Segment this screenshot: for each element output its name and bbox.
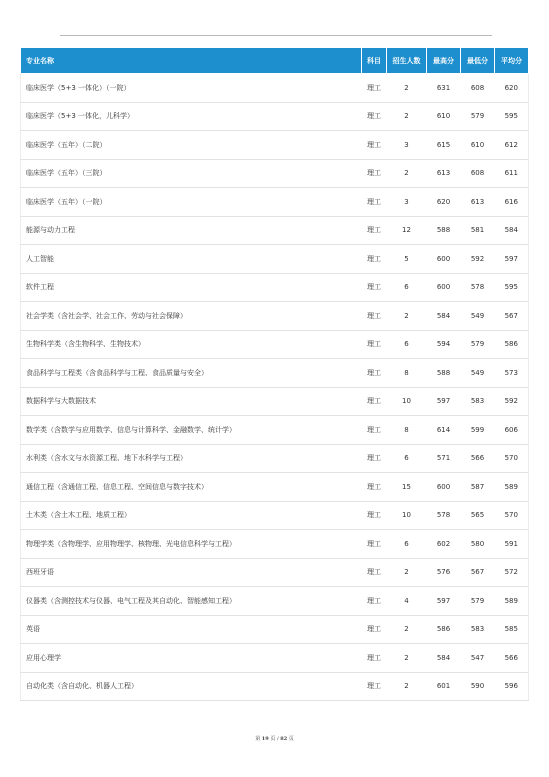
- avg-score-cell: 589: [495, 587, 529, 616]
- avg-score-cell: 592: [495, 387, 529, 416]
- major-name-cell: 临床医学（五年）（三院）: [21, 159, 362, 188]
- subject-cell: 理工: [362, 74, 387, 103]
- major-name-cell: 能源与动力工程: [21, 216, 362, 245]
- enrollment-cell: 3: [387, 131, 427, 160]
- max-score-cell: 614: [427, 416, 461, 445]
- major-name-cell: 数据科学与大数据技术: [21, 387, 362, 416]
- subject-cell: 理工: [362, 216, 387, 245]
- footer-middle: 页 /: [270, 736, 279, 742]
- min-score-cell: 547: [461, 644, 495, 673]
- table-row: [21, 473, 529, 502]
- major-name-cell: 临床医学（五年）（二院）: [21, 131, 362, 160]
- max-score-cell: 600: [427, 245, 461, 274]
- enrollment-cell: 8: [387, 359, 427, 388]
- enrollment-cell: 2: [387, 615, 427, 644]
- major-name-cell: 食品科学与工程类（含食品科学与工程、食品质量与安全）: [21, 359, 362, 388]
- subject-cell: 理工: [362, 330, 387, 359]
- avg-score-cell: 591: [495, 530, 529, 559]
- table-row: [21, 359, 529, 388]
- subject-cell: 理工: [362, 102, 387, 131]
- major-name-cell: 仪器类（含测控技术与仪器、电气工程及其自动化、智能感知工程）: [21, 587, 362, 616]
- min-score-cell: 590: [461, 672, 495, 701]
- current-page-number: 19: [261, 736, 269, 742]
- subject-cell: 理工: [362, 530, 387, 559]
- table-row: [21, 416, 529, 445]
- avg-score-cell: 572: [495, 558, 529, 587]
- table-row: [21, 131, 529, 160]
- major-name-cell: 临床医学（五年）（一院）: [21, 188, 362, 217]
- table-row: [21, 188, 529, 217]
- table-row: [21, 444, 529, 473]
- subject-cell: 理工: [362, 359, 387, 388]
- max-score-cell: 597: [427, 587, 461, 616]
- table-row: [21, 672, 529, 701]
- table-row: [21, 245, 529, 274]
- enrollment-cell: 12: [387, 216, 427, 245]
- header-avg-score: 平均分: [495, 48, 529, 74]
- table-header-row: [21, 48, 529, 74]
- subject-cell: 理工: [362, 558, 387, 587]
- header-major: 专业名称: [21, 48, 362, 74]
- page-number-footer: [0, 735, 549, 742]
- max-score-cell: 586: [427, 615, 461, 644]
- subject-cell: 理工: [362, 473, 387, 502]
- max-score-cell: 584: [427, 302, 461, 331]
- table-row: [21, 615, 529, 644]
- major-name-cell: 英语: [21, 615, 362, 644]
- enrollment-cell: 6: [387, 444, 427, 473]
- enrollment-cell: 10: [387, 387, 427, 416]
- min-score-cell: 579: [461, 330, 495, 359]
- total-page-count: 82: [280, 736, 288, 742]
- min-score-cell: 579: [461, 102, 495, 131]
- major-name-cell: 水利类（含水文与水资源工程、地下水科学与工程）: [21, 444, 362, 473]
- max-score-cell: 620: [427, 188, 461, 217]
- enrollment-cell: 2: [387, 644, 427, 673]
- max-score-cell: 588: [427, 216, 461, 245]
- avg-score-cell: 589: [495, 473, 529, 502]
- enrollment-cell: 5: [387, 245, 427, 274]
- subject-cell: 理工: [362, 159, 387, 188]
- enrollment-cell: 6: [387, 330, 427, 359]
- subject-cell: 理工: [362, 131, 387, 160]
- max-score-cell: 601: [427, 672, 461, 701]
- min-score-cell: 565: [461, 501, 495, 530]
- min-score-cell: 613: [461, 188, 495, 217]
- header-max-score: 最高分: [427, 48, 461, 74]
- table-row: [21, 330, 529, 359]
- min-score-cell: 581: [461, 216, 495, 245]
- avg-score-cell: 573: [495, 359, 529, 388]
- max-score-cell: 578: [427, 501, 461, 530]
- max-score-cell: 571: [427, 444, 461, 473]
- avg-score-cell: 620: [495, 74, 529, 103]
- enrollment-cell: 2: [387, 672, 427, 701]
- subject-cell: 理工: [362, 416, 387, 445]
- major-name-cell: 数学类（含数学与应用数学、信息与计算科学、金融数学、统计学）: [21, 416, 362, 445]
- header-subject: 科目: [362, 48, 387, 74]
- avg-score-cell: 584: [495, 216, 529, 245]
- major-name-cell: 应用心理学: [21, 644, 362, 673]
- table-row: [21, 644, 529, 673]
- table-body: [21, 74, 529, 701]
- avg-score-cell: 586: [495, 330, 529, 359]
- table-row: [21, 159, 529, 188]
- avg-score-cell: 595: [495, 273, 529, 302]
- subject-cell: 理工: [362, 245, 387, 274]
- max-score-cell: 588: [427, 359, 461, 388]
- avg-score-cell: 616: [495, 188, 529, 217]
- avg-score-cell: 612: [495, 131, 529, 160]
- major-name-cell: 土木类（含土木工程、地质工程）: [21, 501, 362, 530]
- table-row: [21, 74, 529, 103]
- enrollment-cell: 6: [387, 530, 427, 559]
- min-score-cell: 583: [461, 615, 495, 644]
- max-score-cell: 615: [427, 131, 461, 160]
- header-min-score: 最低分: [461, 48, 495, 74]
- footer-prefix: 第: [255, 736, 261, 742]
- major-name-cell: 临床医学（5+3 一体化）（一院）: [21, 74, 362, 103]
- min-score-cell: 579: [461, 587, 495, 616]
- subject-cell: 理工: [362, 615, 387, 644]
- max-score-cell: 600: [427, 473, 461, 502]
- table-row: [21, 530, 529, 559]
- table-row: [21, 273, 529, 302]
- subject-cell: 理工: [362, 302, 387, 331]
- table-row: [21, 387, 529, 416]
- max-score-cell: 613: [427, 159, 461, 188]
- avg-score-cell: 585: [495, 615, 529, 644]
- avg-score-cell: 611: [495, 159, 529, 188]
- max-score-cell: 631: [427, 74, 461, 103]
- table-row: [21, 558, 529, 587]
- enrollment-cell: 2: [387, 558, 427, 587]
- subject-cell: 理工: [362, 444, 387, 473]
- subject-cell: 理工: [362, 273, 387, 302]
- max-score-cell: 597: [427, 387, 461, 416]
- min-score-cell: 567: [461, 558, 495, 587]
- min-score-cell: 599: [461, 416, 495, 445]
- major-name-cell: 西班牙语: [21, 558, 362, 587]
- major-name-cell: 社会学类（含社会学、社会工作、劳动与社会保障）: [21, 302, 362, 331]
- subject-cell: 理工: [362, 501, 387, 530]
- min-score-cell: 610: [461, 131, 495, 160]
- min-score-cell: 578: [461, 273, 495, 302]
- avg-score-cell: 606: [495, 416, 529, 445]
- min-score-cell: 549: [461, 302, 495, 331]
- header-enrollment: 招生人数: [387, 48, 427, 74]
- enrollment-cell: 10: [387, 501, 427, 530]
- enrollment-cell: 6: [387, 273, 427, 302]
- subject-cell: 理工: [362, 587, 387, 616]
- enrollment-cell: 2: [387, 159, 427, 188]
- min-score-cell: 592: [461, 245, 495, 274]
- major-name-cell: 临床医学（5+3 一体化，儿科学）: [21, 102, 362, 131]
- major-name-cell: 软件工程: [21, 273, 362, 302]
- max-score-cell: 610: [427, 102, 461, 131]
- table-row: [21, 302, 529, 331]
- avg-score-cell: 597: [495, 245, 529, 274]
- min-score-cell: 608: [461, 74, 495, 103]
- enrollment-cell: 8: [387, 416, 427, 445]
- table-row: [21, 587, 529, 616]
- max-score-cell: 584: [427, 644, 461, 673]
- subject-cell: 理工: [362, 644, 387, 673]
- min-score-cell: 580: [461, 530, 495, 559]
- min-score-cell: 608: [461, 159, 495, 188]
- max-score-cell: 594: [427, 330, 461, 359]
- avg-score-cell: 595: [495, 102, 529, 131]
- avg-score-cell: 570: [495, 501, 529, 530]
- major-name-cell: 通信工程（含通信工程、信息工程、空间信息与数字技术）: [21, 473, 362, 502]
- table-row: [21, 501, 529, 530]
- min-score-cell: 583: [461, 387, 495, 416]
- max-score-cell: 600: [427, 273, 461, 302]
- max-score-cell: 602: [427, 530, 461, 559]
- subject-cell: 理工: [362, 672, 387, 701]
- avg-score-cell: 567: [495, 302, 529, 331]
- table-row: [21, 102, 529, 131]
- avg-score-cell: 566: [495, 644, 529, 673]
- enrollment-cell: 2: [387, 74, 427, 103]
- major-name-cell: 生物科学类（含生物科学、生物技术）: [21, 330, 362, 359]
- min-score-cell: 587: [461, 473, 495, 502]
- avg-score-cell: 596: [495, 672, 529, 701]
- avg-score-cell: 570: [495, 444, 529, 473]
- enrollment-cell: 15: [387, 473, 427, 502]
- major-name-cell: 人工智能: [21, 245, 362, 274]
- subject-cell: 理工: [362, 188, 387, 217]
- major-name-cell: 物理学类（含物理学、应用物理学、核物理、光电信息科学与工程）: [21, 530, 362, 559]
- admission-score-table: [20, 47, 529, 701]
- major-name-cell: 自动化类（含自动化、机器人工程）: [21, 672, 362, 701]
- enrollment-cell: 4: [387, 587, 427, 616]
- subject-cell: 理工: [362, 387, 387, 416]
- footer-suffix: 页: [288, 736, 294, 742]
- enrollment-cell: 2: [387, 302, 427, 331]
- enrollment-cell: 2: [387, 102, 427, 131]
- max-score-cell: 576: [427, 558, 461, 587]
- min-score-cell: 566: [461, 444, 495, 473]
- enrollment-cell: 3: [387, 188, 427, 217]
- min-score-cell: 549: [461, 359, 495, 388]
- top-divider: [60, 35, 492, 36]
- table-row: [21, 216, 529, 245]
